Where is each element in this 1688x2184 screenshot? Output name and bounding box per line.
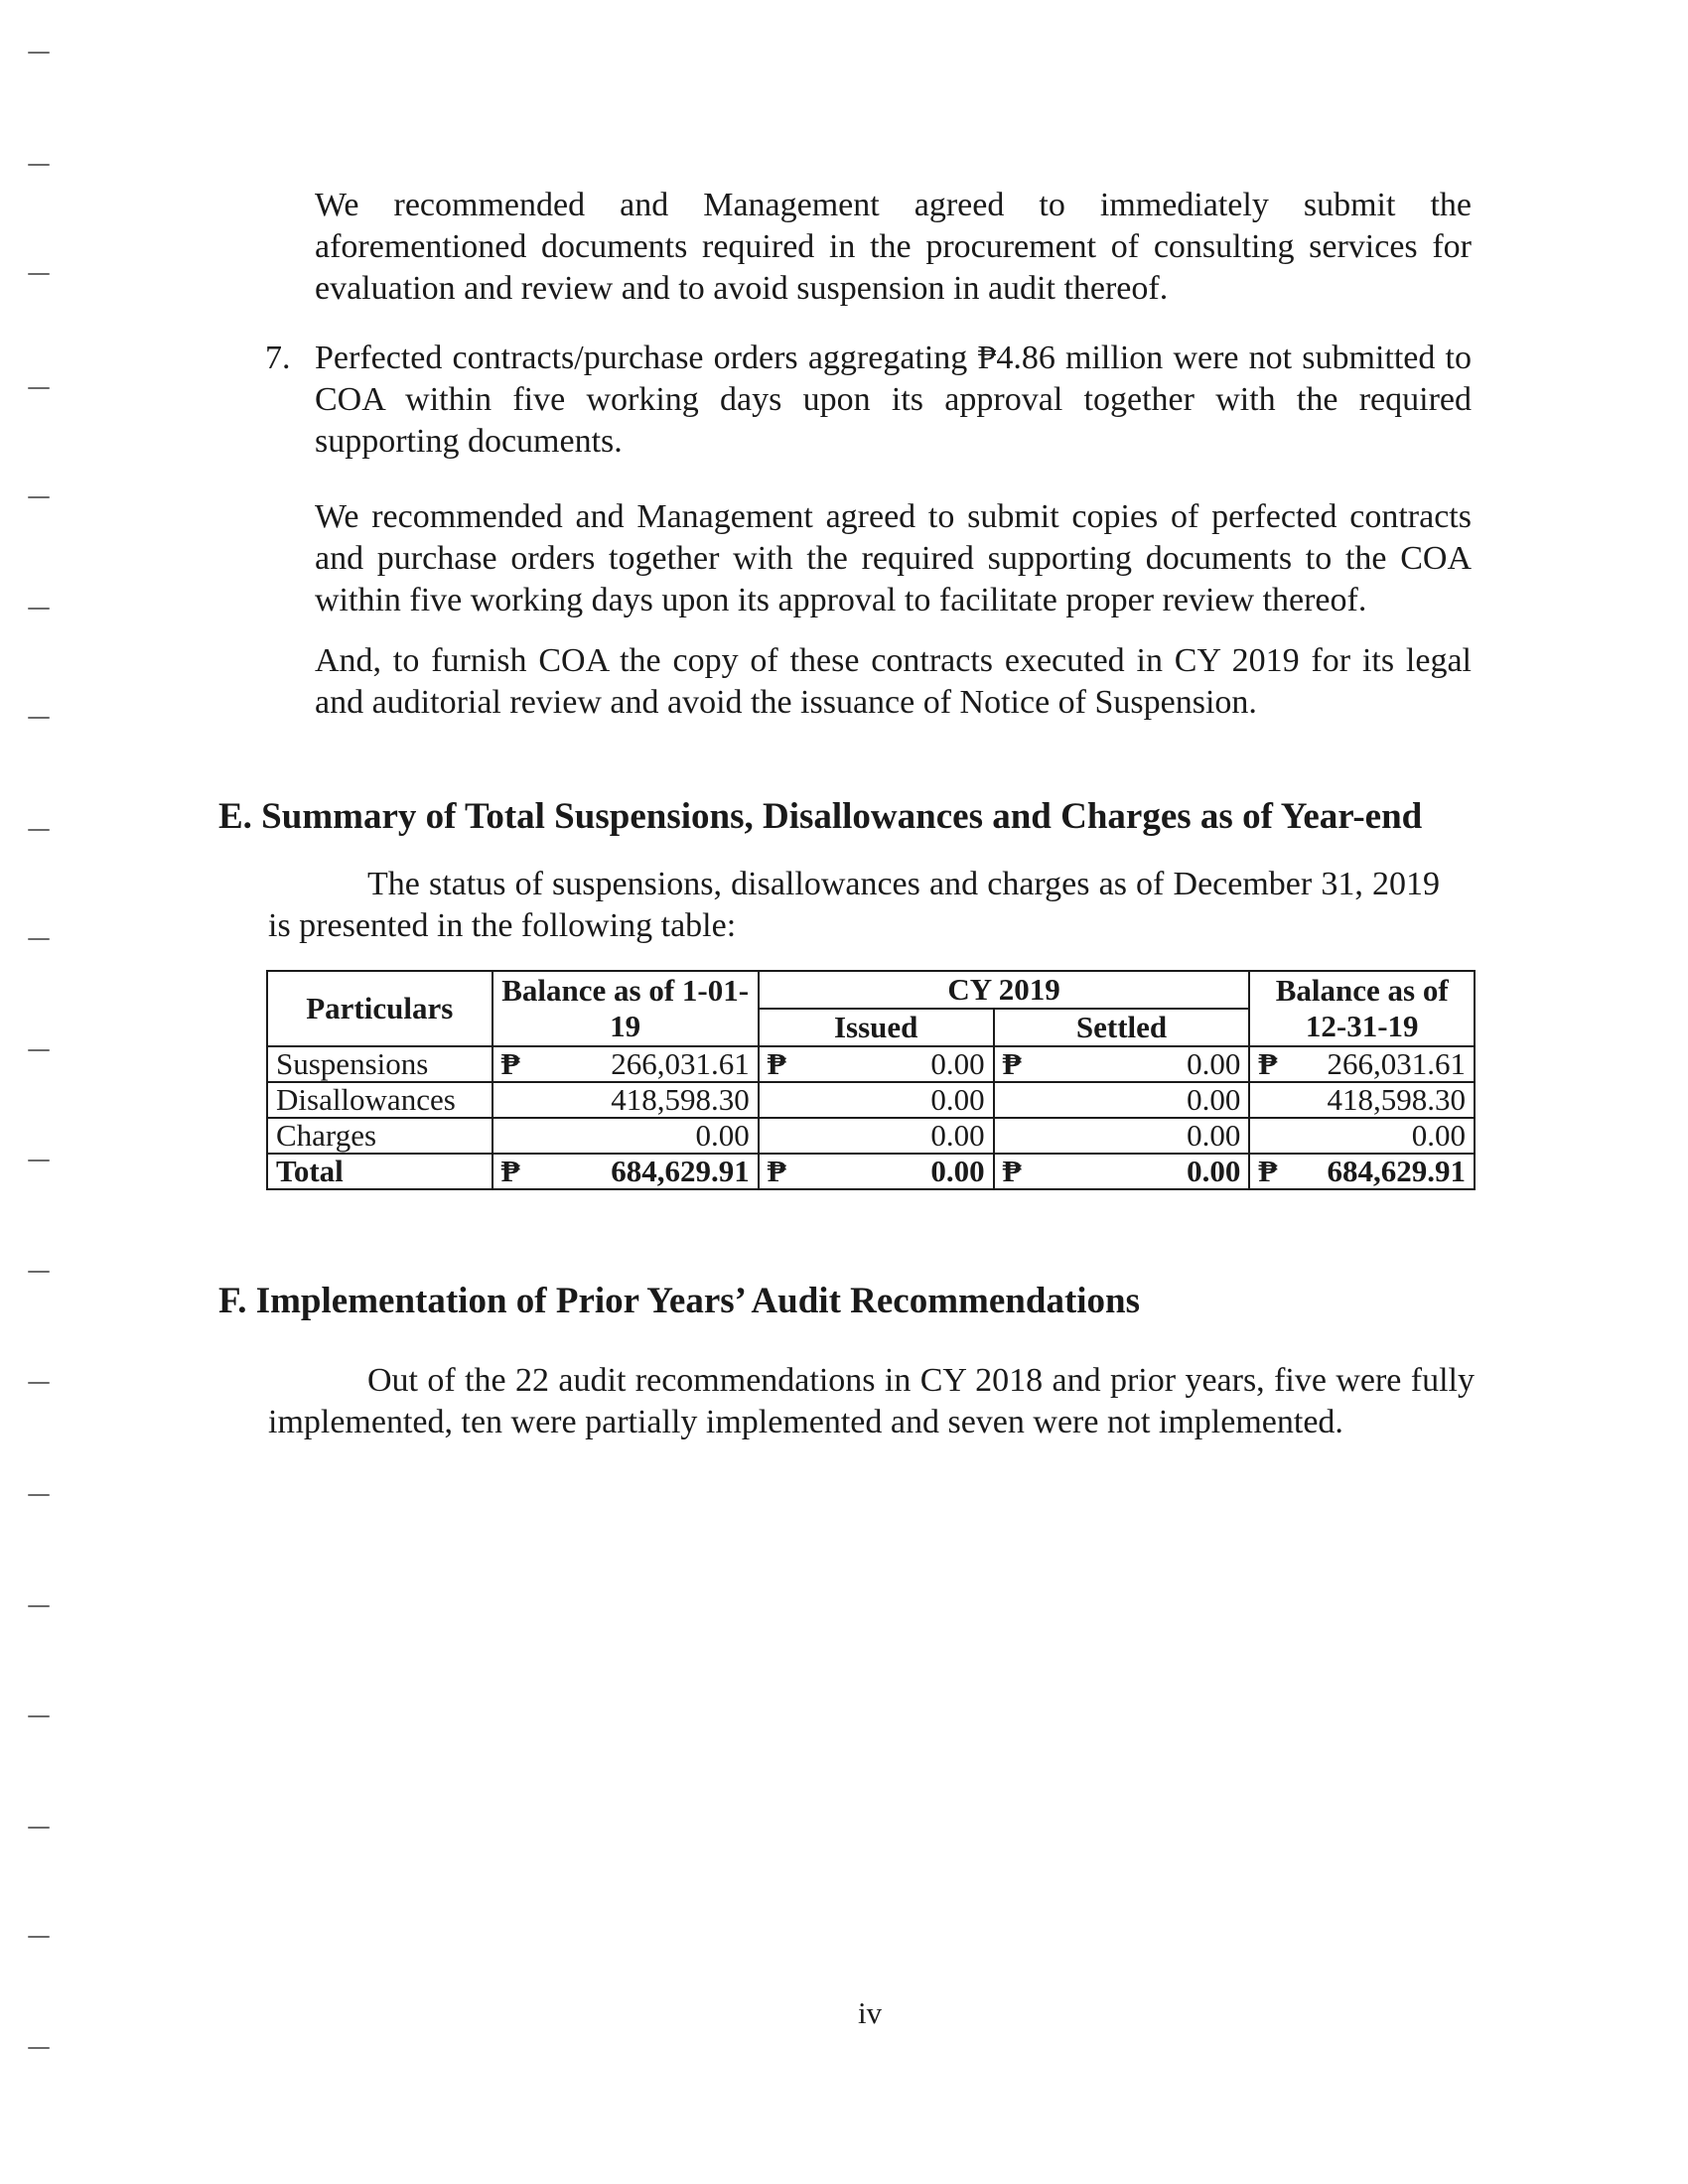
scan-mark [28,496,50,498]
scan-mark [28,2047,50,2049]
header-particulars: Particulars [267,971,492,1046]
recommendation-paragraph-3: And, to furnish COA the copy of these contracts executed in CY 2019 for its legal and auditorial review and avoid the issuance of Notice of Suspension. [315,642,1472,721]
total-closing-value: 684,629.91 [1327,1154,1466,1188]
scan-mark [28,52,50,54]
scan-mark [28,387,50,389]
peso-sign: ₱ [500,1046,520,1081]
scan-mark [28,717,50,719]
scan-mark [28,164,50,166]
opening-cell [492,1046,759,1082]
peso-sign: ₱ [767,1046,786,1081]
scan-mark [28,1494,50,1496]
settled-value: 0.00 [994,1082,1250,1118]
section-f-body: Out of the 22 audit recommendations in CY 2018 and prior years, five were fully implemented, ten were partially implemented and seven were not implemented. [268,1362,1475,1440]
table-row [267,1046,1475,1082]
row-label: Disallowances [267,1082,492,1118]
closing-value: 0.00 [1249,1118,1475,1154]
issued-value: 0.00 [759,1082,994,1118]
opening-value: 266,031.61 [611,1046,750,1081]
row-label: Charges [267,1118,492,1154]
section-e-heading: E. Summary of Total Suspensions, Disallowances and Charges as of Year-end [218,796,1423,837]
closing-value: 266,031.61 [1327,1046,1466,1081]
scan-mark [28,1160,50,1161]
opening-value: 418,598.30 [492,1082,759,1118]
total-issued-cell [759,1154,994,1189]
row-label: Suspensions [267,1046,492,1082]
scan-mark [28,1715,50,1717]
section-f-heading: F. Implementation of Prior Years’ Audit Recommendations [218,1281,1141,1321]
issued-cell [759,1046,994,1082]
recommendation-paragraph-1: We recommended and Management agreed to immediately submit the aforementioned documents required in the procurement of consulting services for evaluation and review and to avoid suspension in audit thereof. [315,187,1472,307]
peso-sign: ₱ [767,1154,786,1188]
scan-mark [28,1271,50,1273]
total-opening-cell [492,1154,759,1189]
header-cy-2019: CY 2019 [759,971,1250,1009]
total-row [267,1154,1475,1189]
header-settled: Settled [994,1009,1250,1046]
peso-sign: ₱ [1258,1046,1278,1081]
scan-mark [28,608,50,610]
page-number: iv [858,1995,883,2030]
item-number-7: 7. [265,340,291,376]
table-row [267,1082,1475,1118]
total-closing-cell [1249,1154,1475,1189]
summary-table [266,970,1476,1190]
settled-cell [994,1046,1250,1082]
scan-mark [28,1827,50,1829]
total-issued-value: 0.00 [930,1154,985,1188]
scan-mark [28,273,50,275]
settled-value: 0.00 [1187,1046,1241,1081]
scan-mark [28,829,50,831]
header-opening-balance: Balance as of 1-01-19 [492,971,759,1046]
scan-mark [28,1936,50,1938]
total-settled-cell [994,1154,1250,1189]
finding-item-7: Perfected contracts/purchase orders aggregating ₱4.86 million were not submitted to COA within five working days upon its approval together with the required supporting documents. [315,340,1472,460]
opening-value: 0.00 [492,1118,759,1154]
total-opening-value: 684,629.91 [611,1154,750,1188]
settled-value: 0.00 [994,1118,1250,1154]
scan-mark [28,1049,50,1051]
peso-sign: ₱ [1002,1154,1022,1188]
header-closing-balance: Balance as of 12-31-19 [1249,971,1475,1046]
issued-value: 0.00 [759,1118,994,1154]
peso-sign: ₱ [500,1154,520,1188]
closing-cell [1249,1046,1475,1082]
total-label: Total [267,1154,492,1189]
section-e-intro: The status of suspensions, disallowances and charges as of December 31, 2019 is presented in the following table: [268,866,1440,944]
total-settled-value: 0.00 [1187,1154,1241,1188]
closing-value: 418,598.30 [1249,1082,1475,1118]
recommendation-paragraph-2: We recommended and Management agreed to submit copies of perfected contracts and purchase orders together with the required supporting documents to the COA within five working days upon its approval to facilitate proper review thereof. [315,498,1472,618]
issued-value: 0.00 [930,1046,985,1081]
header-issued: Issued [759,1009,994,1046]
peso-sign: ₱ [1002,1046,1022,1081]
table-row [267,1118,1475,1154]
scan-mark [28,1605,50,1607]
scan-mark [28,938,50,940]
peso-sign: ₱ [1258,1154,1278,1188]
scan-mark [28,1382,50,1384]
